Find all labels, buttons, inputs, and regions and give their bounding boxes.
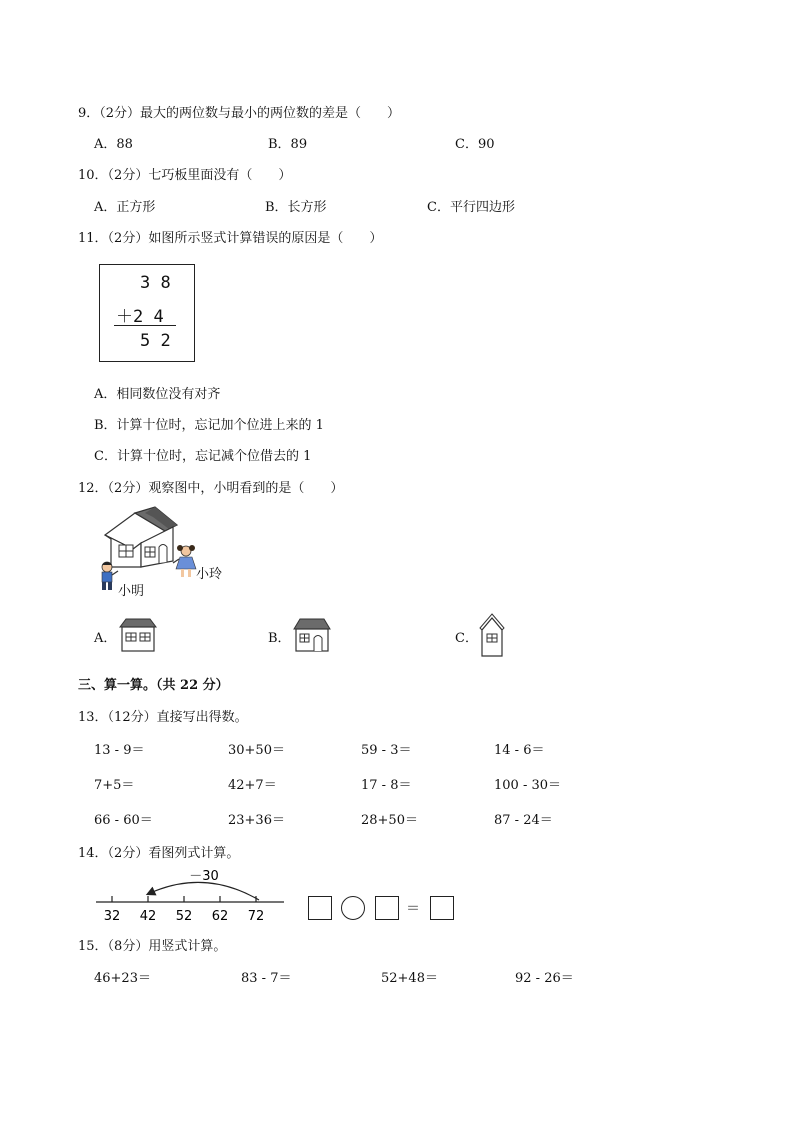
q13-item: 7+5＝ xyxy=(94,778,135,793)
equals-sign: ＝ xyxy=(406,901,420,917)
q10-option-c[interactable]: C．平行四边形 xyxy=(427,200,515,215)
q13-item: 14 - 6＝ xyxy=(494,743,545,758)
boy-name-label: 小明 xyxy=(118,584,145,599)
addition-rule xyxy=(114,325,176,326)
addition-line-3: 5 2 xyxy=(140,331,171,351)
house-side-view-icon[interactable] xyxy=(478,612,506,658)
number-line-tick-label: 72 xyxy=(247,909,265,924)
q11-stem: 11．（2分）如图所示竖式计算错误的原因是（ ） xyxy=(78,231,383,246)
answer-box-result[interactable] xyxy=(430,896,454,920)
q13-item: 17 - 8＝ xyxy=(361,778,412,793)
q13-stem: 13．（12分）直接写出得数。 xyxy=(78,710,248,725)
answer-box-1[interactable] xyxy=(308,896,332,920)
addition-line-1: 3 8 xyxy=(140,273,171,293)
observation-scene xyxy=(93,505,228,600)
q13-item: 28+50＝ xyxy=(361,813,418,828)
q12-option-a-letter[interactable]: A． xyxy=(94,631,117,646)
q12-option-b-letter[interactable]: B． xyxy=(268,631,291,646)
q15-item: 52+48＝ xyxy=(381,971,438,986)
q13-item: 23+36＝ xyxy=(228,813,285,828)
operator-circle[interactable] xyxy=(341,896,365,920)
section-3-title: 三、算一算。（共 22 分） xyxy=(78,678,229,693)
q15-item: 83 - 7＝ xyxy=(241,971,292,986)
q13-item: 87 - 24＝ xyxy=(494,813,553,828)
house-door-view-icon[interactable] xyxy=(292,617,332,655)
q13-item: 42+7＝ xyxy=(228,778,277,793)
number-line xyxy=(94,864,294,928)
jump-label: －30 xyxy=(189,869,219,884)
house-front-view-icon[interactable] xyxy=(118,617,158,655)
q15-item: 46+23＝ xyxy=(94,971,151,986)
q12-stem: 12．（2分）观察图中，小明看到的是（ ） xyxy=(78,481,344,496)
number-line-tick-label: 42 xyxy=(139,909,157,924)
q14-stem: 14．（2分）看图列式计算。 xyxy=(78,846,240,861)
q11-option-a[interactable]: A．相同数位没有对齐 xyxy=(94,387,221,402)
q13-item: 30+50＝ xyxy=(228,743,285,758)
q9-option-a[interactable]: A．88 xyxy=(94,137,133,152)
q13-item: 66 - 60＝ xyxy=(94,813,153,828)
q13-item: 100 - 30＝ xyxy=(494,778,562,793)
number-line-tick-label: 32 xyxy=(103,909,121,924)
q10-stem: 10．（2分）七巧板里面没有（ ） xyxy=(78,168,292,183)
q10-option-b[interactable]: B．长方形 xyxy=(265,200,327,215)
q11-option-c[interactable]: C．计算十位时，忘记减个位借去的 1 xyxy=(94,449,312,464)
q13-item: 13 - 9＝ xyxy=(94,743,145,758)
q10-option-a[interactable]: A．正方形 xyxy=(94,200,156,215)
house-door-icon xyxy=(159,545,167,564)
number-line-tick-label: 62 xyxy=(211,909,229,924)
q15-item: 92 - 26＝ xyxy=(515,971,574,986)
addition-line-2: ＋2 4 xyxy=(116,307,164,327)
number-line-tick-label: 52 xyxy=(175,909,193,924)
q15-stem: 15．（8分）用竖式计算。 xyxy=(78,939,227,954)
q13-item: 59 - 3＝ xyxy=(361,743,412,758)
q11-option-b[interactable]: B．计算十位时，忘记加个位进上来的 1 xyxy=(94,418,324,433)
q9-option-b[interactable]: B．89 xyxy=(268,137,308,152)
q9-stem: 9．（2分）最大的两位数与最小的两位数的差是（ ） xyxy=(78,106,401,121)
jump-arrow xyxy=(148,882,259,900)
q12-option-c-letter[interactable]: C． xyxy=(455,631,478,646)
answer-box-2[interactable] xyxy=(375,896,399,920)
girl-name-label: 小玲 xyxy=(196,567,223,582)
q9-option-c[interactable]: C．90 xyxy=(455,137,495,152)
vertical-addition-figure xyxy=(99,264,195,362)
